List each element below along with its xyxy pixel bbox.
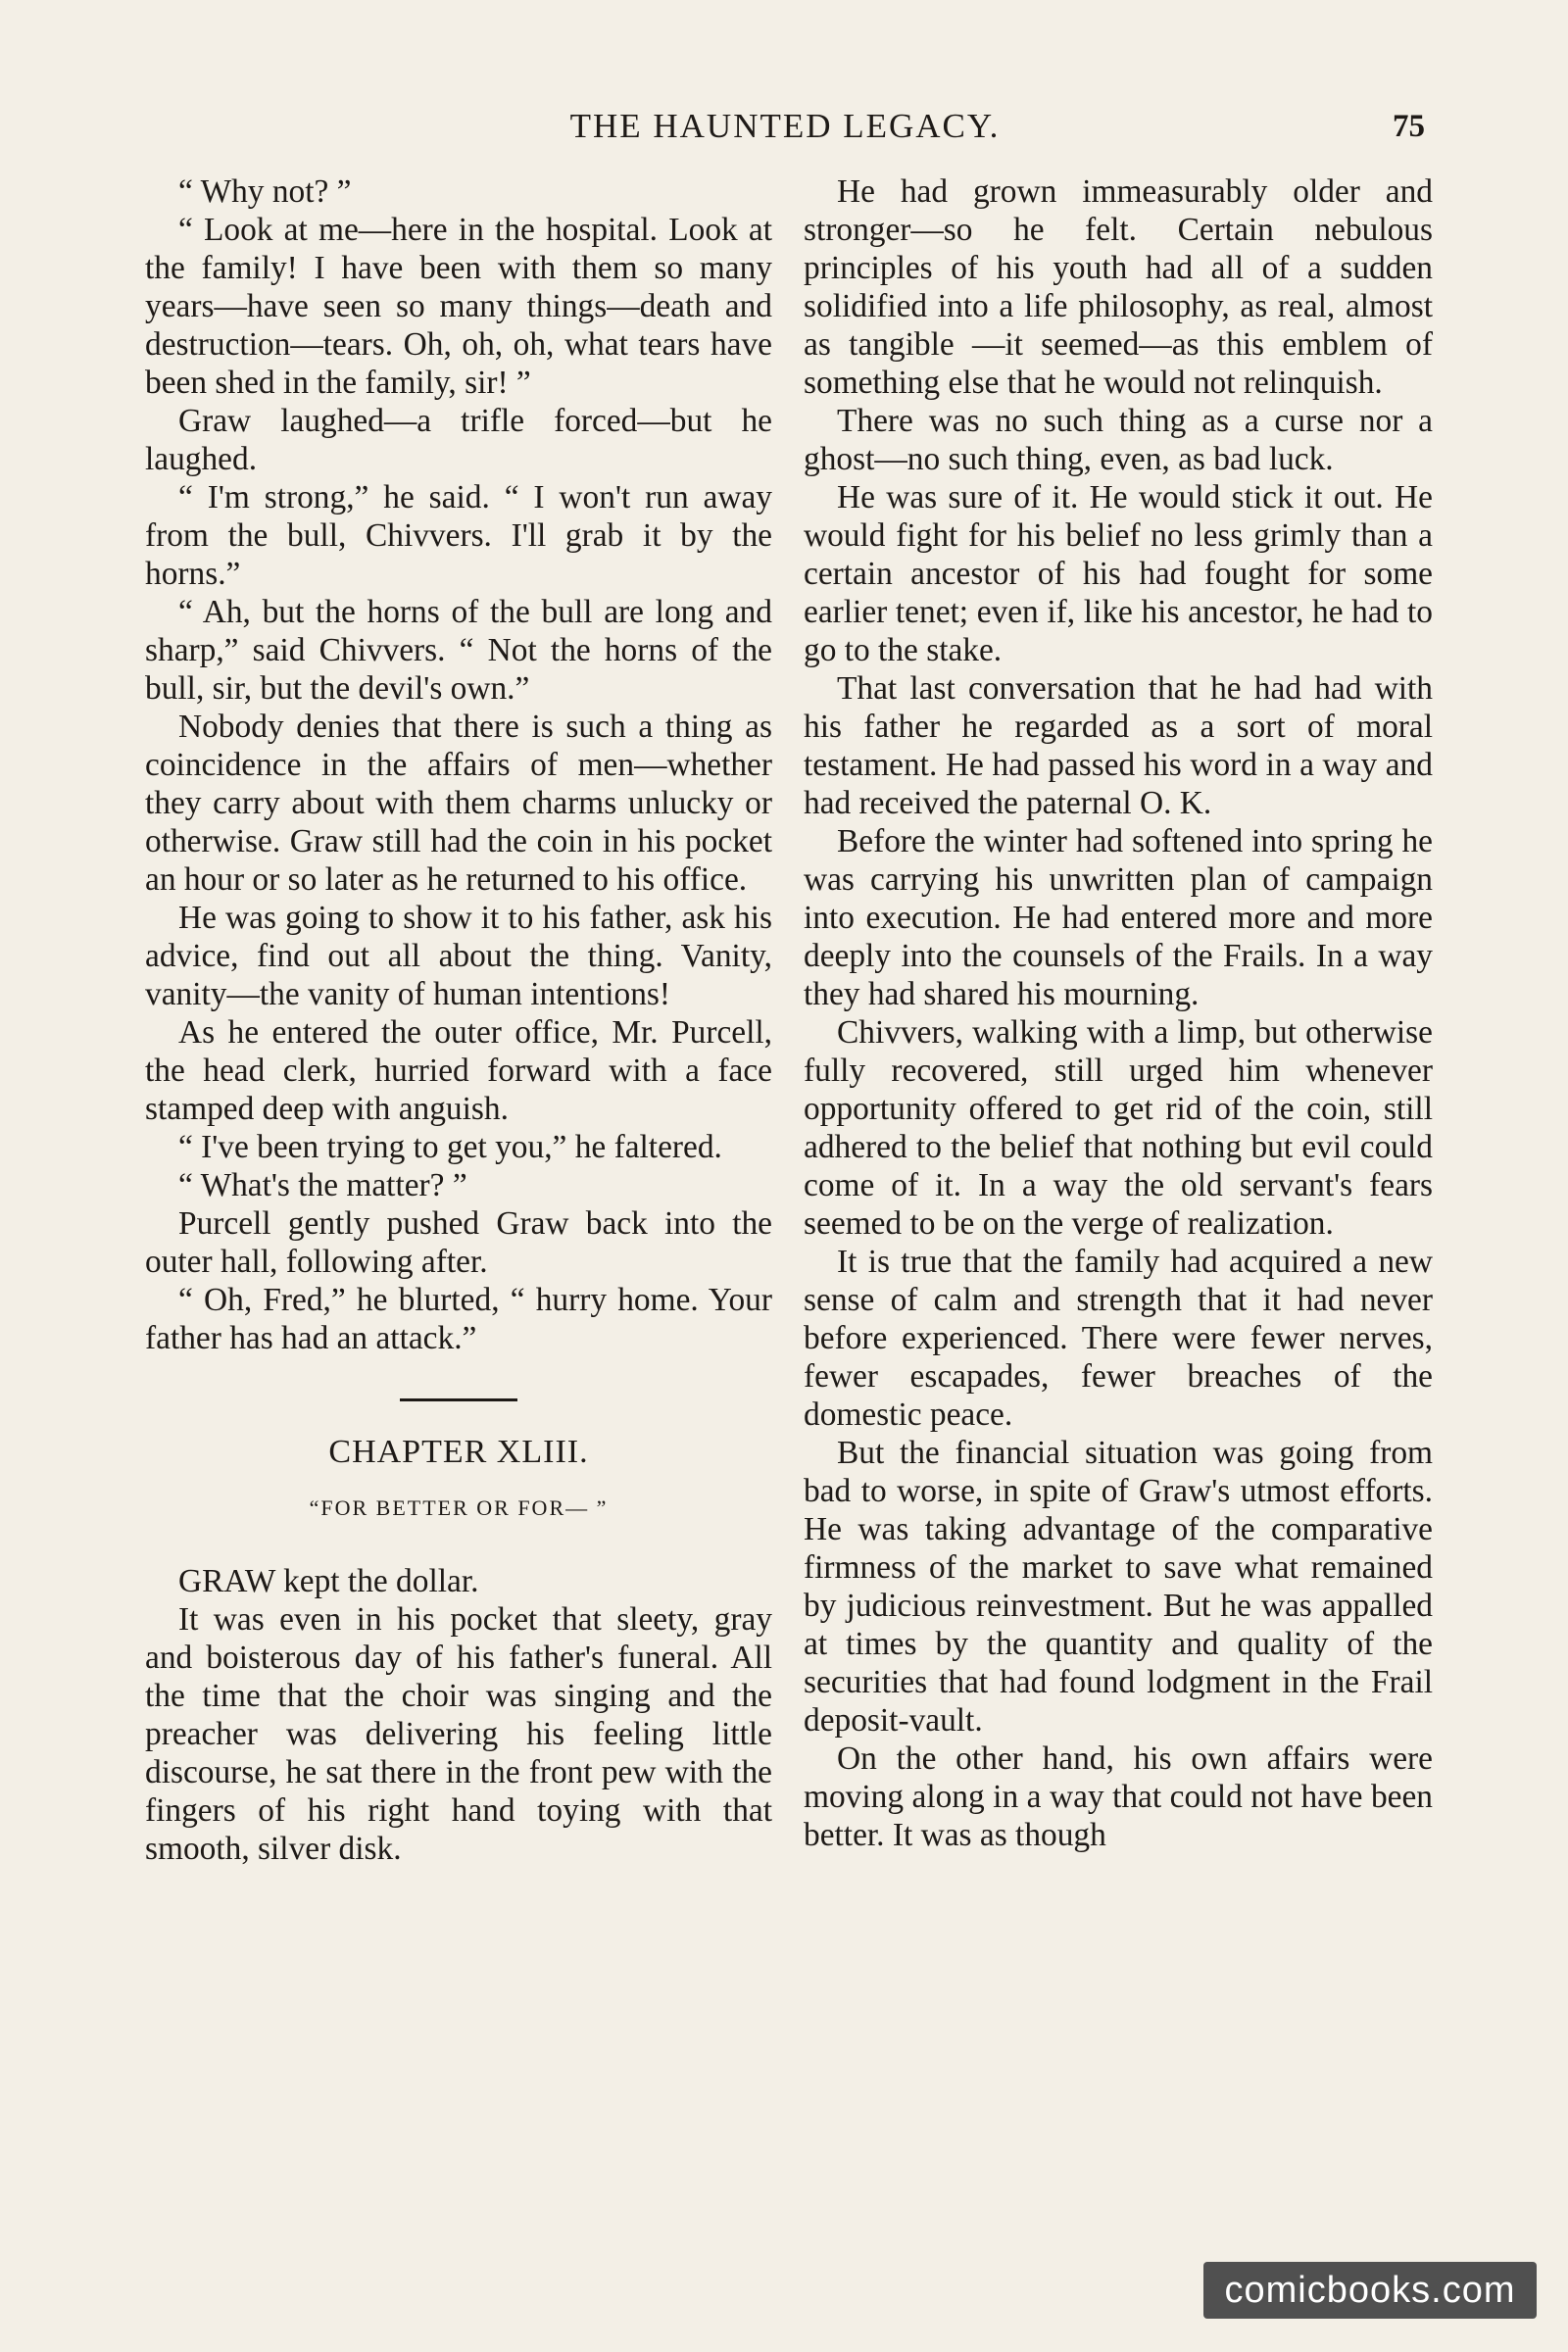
watermark-logo: comicbooks.com	[1203, 2262, 1537, 2319]
right-column	[804, 172, 1433, 1854]
paragraph: “ Oh, Fred,” he blurted, “ hurry home. Your father has had an attack.”	[145, 1282, 772, 1356]
paragraph: “ I've been trying to get you,” he faltered.	[178, 1129, 722, 1165]
paragraph: “ Look at me—here in the hospital. Look at the family! I have been with them so many years—have seen so many things—death and destruction—tears. Oh, oh, oh, what tears have been shed in the family, sir! ”	[145, 212, 772, 401]
paragraph: As he entered the outer office, Mr. Purcell, the head clerk, hurried forward with a face stamped deep with anguish.	[145, 1014, 772, 1127]
paragraph: Nobody denies that there is such a thing as coincidence in the affairs of men—whether they carry about with them charms unlucky or otherwise. Graw still had the coin in his pocket an hour or so later as he returned to his office.	[145, 709, 772, 898]
paragraph: “ I'm strong,” he said. “ I won't run away from the bull, Chivvers. I'll grab it by the horns.”	[145, 479, 772, 592]
paragraph: On the other hand, his own affairs were moving along in a way that could not have been better. It was as though	[804, 1740, 1433, 1853]
left-column	[145, 172, 772, 1868]
chapter-subtitle: “FOR BETTER OR FOR— ”	[309, 1495, 609, 1520]
paragraph: He had grown immeasurably older and stronger—so he felt. Certain nebulous principles of his youth had all of a sudden solidified into a life philosophy, as real, almost as tangible —it seemed—as this emblem of something else that he would not relinquish.	[804, 173, 1433, 401]
paragraph: He was sure of it. He would stick it out. He would fight for his belief no less grimly than a certain ancestor of his had fought for some earlier tenet; even if, like his ancestor, he had to go to the stake.	[804, 479, 1433, 668]
running-title: THE HAUNTED LEGACY.	[569, 107, 1001, 145]
paragraph: Chivvers, walking with a limp, but otherwise fully recovered, still urged him whenever opportunity offered to get rid of the coin, still adhered to the belief that nothing but evil could come of it. In a way the old servant's fears seemed to be on the verge of realization.	[804, 1014, 1433, 1242]
page-number: 75	[1393, 109, 1425, 144]
paragraph: “ Why not? ”	[178, 173, 352, 210]
chapter-heading: CHAPTER XLIII.	[328, 1434, 589, 1470]
paragraph: There was no such thing as a curse nor a ghost—no such thing, even, as bad luck.	[804, 403, 1433, 477]
paragraph: He was going to show it to his father, ask his advice, find out all about the thing. Vanity, vanity—the vanity of human intentions!	[145, 900, 772, 1012]
page-header	[145, 102, 1425, 151]
paragraph: It is true that the family had acquired a new sense of calm and strength that it had never before experienced. There were fewer nerves, fewer escapades, fewer breaches of the domestic peace.	[804, 1244, 1433, 1433]
paragraph: That last conversation that he had had with his father he regarded as a sort of moral testament. He had passed his word in a way and had received the paternal O. K.	[804, 670, 1433, 821]
paragraph: Graw laughed—a trifle forced—but he laughed.	[145, 403, 772, 477]
paragraph: It was even in his pocket that sleety, gray and boisterous day of his father's funeral. All the time that the choir was singing and the preacher was delivering his feeling little discourse, he sat there in the front pew with the fingers of his right hand toying with that smooth, silver disk.	[145, 1601, 772, 1867]
chapter-opening-paragraph: GRAW kept the dollar.	[178, 1563, 479, 1599]
paragraph: Purcell gently pushed Graw back into the outer hall, following after.	[145, 1205, 772, 1280]
paragraph: But the financial situation was going from bad to worse, in spite of Graw's utmost efforts. He was taking advantage of the comparative firmness of the market to save what remained by judicious reinvestment. But he was appalled at times by the quantity and quality of the securities that had found lodgment in the Frail deposit-vault.	[804, 1435, 1433, 1739]
chapter-divider	[400, 1398, 517, 1401]
paragraph: Before the winter had softened into spring he was carrying his unwritten plan of campaign into execution. He had entered more and more deeply into the counsels of the Frails. In a way they had shared his mourning.	[804, 823, 1433, 1012]
paragraph: “ Ah, but the horns of the bull are long and sharp,” said Chivvers. “ Not the horns of the bull, sir, but the devil's own.”	[145, 594, 772, 707]
paragraph: “ What's the matter? ”	[178, 1167, 467, 1203]
